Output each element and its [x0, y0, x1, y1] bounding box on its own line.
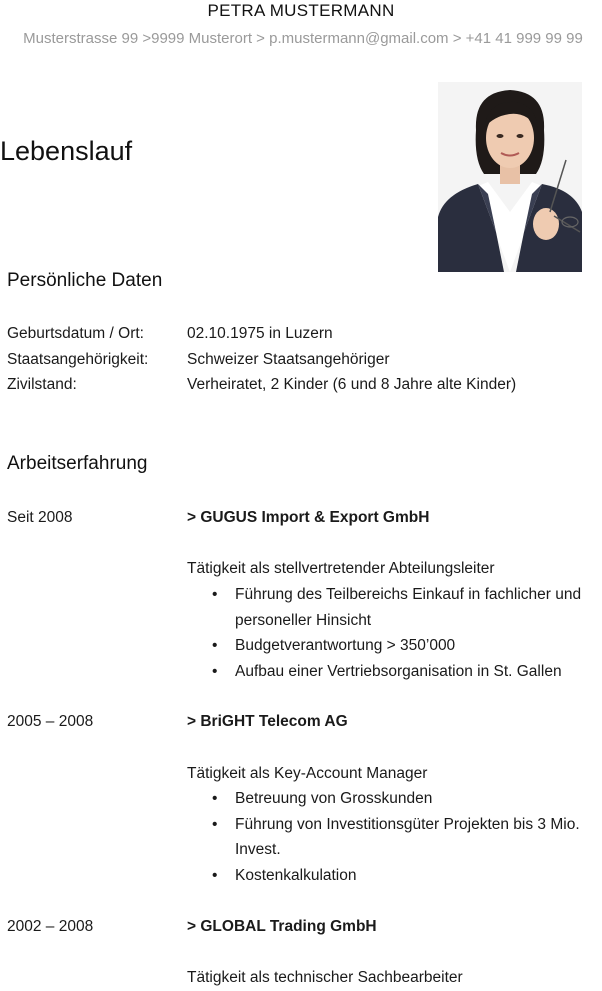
bullet-icon: • [212, 586, 218, 603]
list-item [187, 582, 602, 633]
row-label: Staatsangehörigkeit: [7, 351, 149, 368]
row-value: 02.10.1975 in Luzern [187, 325, 333, 342]
job-role: Tätigkeit als Key-Account Manager [187, 765, 428, 782]
list-item [187, 812, 602, 863]
portrait-photo-icon [438, 82, 582, 272]
job-period-label: 2005 – 2008 [7, 713, 94, 730]
work-experience-heading: Arbeitserfahrung [7, 453, 148, 474]
job-period-label: 2002 – 2008 [7, 918, 94, 935]
bullet-icon: • [212, 790, 218, 807]
personal-data-heading: Persönliche Daten [7, 270, 163, 291]
bullet-icon: • [212, 866, 218, 884]
list-item [187, 786, 602, 812]
row-label: Zivilstand: [7, 376, 77, 393]
list-item-text: Führung des Teilbereichs Einkauf in fachlicher und personeller Hinsicht [235, 586, 582, 629]
job-role: Tätigkeit als technischer Sachbearbeiter [187, 969, 463, 986]
list-item-text: Budgetverantwortung > 350’000 [235, 637, 456, 654]
list-item-text: Kostenkalkulation [235, 866, 357, 884]
job-duties-list [187, 582, 602, 684]
row-value: Verheiratet, 2 Kinder (6 und 8 Jahre alte Kinder) [187, 376, 517, 393]
job-company: > BriGHT Telecom AG [187, 713, 348, 730]
job-period-label: Seit 2008 [7, 509, 73, 526]
bullet-icon: • [212, 662, 218, 680]
bullet-icon: • [212, 815, 218, 833]
job-role: Tätigkeit als stellvertretender Abteilungsleiter [187, 560, 495, 577]
job-company: > GUGUS Import & Export GmbH [187, 509, 430, 526]
row-value: Schweizer Staatsangehöriger [187, 351, 390, 368]
applicant-name: PETRA MUSTERMANN [207, 1, 395, 20]
portrait-illustration [438, 82, 582, 272]
contact-line: Musterstrasse 99 >9999 Musterort > p.mustermann@gmail.com > +41 41 999 99 99 [23, 30, 583, 47]
bullet-icon: • [212, 637, 218, 654]
list-item-text: Betreuung von Grosskunden [235, 790, 433, 807]
list-item-text: Führung von Investitionsgüter Projekten bis 3 Mio. Invest. [235, 815, 580, 858]
row-label: Geburtsdatum / Ort: [7, 325, 144, 342]
job-company: > GLOBAL Trading GmbH [187, 918, 377, 935]
list-item-text: Aufbau einer Vertriebsorganisation in St. Gallen [235, 662, 562, 680]
list-item [187, 633, 602, 659]
list-item [187, 863, 602, 889]
job-duties-list [187, 786, 602, 888]
document-title: Lebenslauf [0, 136, 133, 166]
list-item [187, 659, 602, 685]
